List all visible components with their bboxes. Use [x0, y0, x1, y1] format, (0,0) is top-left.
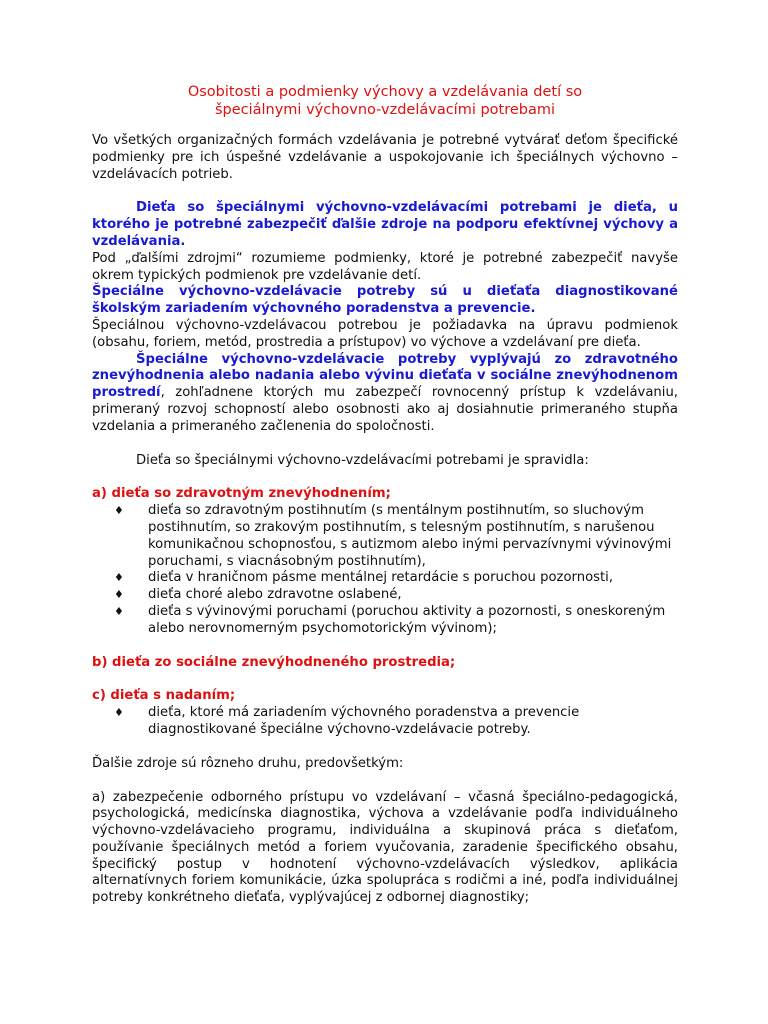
list-item: ♦ dieťa v hraničnom pásme mentálnej retardácie s poruchou pozornosti,	[114, 570, 614, 586]
resources-explanation: Pod „ďalšími zdrojmi“ rozumieme podmienky, ktoré je potrebné zabezpečiť navyše okrem typických podmienok pre vzdelávanie detí.	[92, 250, 678, 283]
list-item: ♦ dieťa s vývinovými poruchami (poruchou aktivity a pozornosti, s oneskoreným alebo nerovnomerným psychomotorickým vývinom);	[114, 603, 666, 636]
title-line-1: Osobitosti a podmienky výchovy a vzdelávania detí so	[187, 84, 583, 100]
origin-emphasis: Špeciálne výchovno-vzdelávacie potreby vyplývajú zo zdravotného znevýhodnenia alebo nadania alebo vývinu dieťaťa v sociálne znevýhodnenom prostredí	[92, 351, 678, 401]
title-line-2: špeciálnymi výchovno-vzdelávacími potrebami	[214, 101, 556, 118]
diamond-bullet-icon: ♦	[114, 504, 124, 518]
page-title	[92, 84, 678, 119]
list-item: ♦ dieťa, ktoré má zariadením výchovného poradenstva a prevencie diagnostikované špeciálne výchovno-vzdelávacie potreby.	[114, 705, 580, 737]
list-item: ♦ dieťa so zdravotným postihnutím (s mentálnym postihnutím, so sluchovým postihnutím, so zrakovým postihnutím, s telesným postihnutím, s narušenou komunikačnou schopnosťou, s autizmom alebo inými pervazívnymi vývinovými poruchami, s viacnásobným postihnutím),	[114, 503, 672, 569]
definition-emphasis: Dieťa so špeciálnymi výchovno-vzdelávacími potrebami je dieťa, u ktorého je potrebné zabezpečiť ďalšie zdroje na podporu efektívnej výchovy a vzdelávania.	[92, 200, 678, 249]
diamond-bullet-icon: ♦	[114, 571, 124, 585]
diagnosis-emphasis: Špeciálne výchovno-vzdelávacie potreby sú u dieťaťa diagnostikované školským zariadením výchovného poradenstva a prevencie.	[92, 284, 678, 317]
section-c-heading: c) dieťa s nadaním;	[92, 688, 236, 704]
diagnosis-paragraph	[92, 284, 678, 318]
section-a-heading: a) dieťa so zdravotným znevýhodnením;	[92, 486, 391, 502]
list-item: ♦ dieťa choré alebo zdravotne oslabené,	[114, 587, 402, 603]
section-a-list	[92, 503, 678, 637]
origin-rest: , zohľadnene ktorých mu zabezpečí rovnocenný prístup k vzdelávaniu, primeraný rozvoj schopností alebo osobnosti ako aj dosiahnutie primeraného stupňa vzdelania a primeraného začlenenia do spoločnosti.	[92, 385, 678, 434]
rule-intro: Dieťa so špeciálnymi výchovno-vzdelávacími potrebami je spravidla:	[136, 452, 589, 468]
section-c-list	[92, 705, 678, 739]
document-page	[92, 84, 678, 907]
diamond-bullet-icon: ♦	[114, 588, 124, 602]
need-definition: Špeciálnou výchovno-vzdelávacou potrebou je požiadavka na úpravu podmienok (obsahu, foriem, metód, prostredia a prístupov) vo výchove a vzdelávaní pre dieťa.	[92, 317, 678, 350]
definition-paragraph	[92, 200, 678, 250]
section-b-heading: b) dieťa zo sociálne znevýhodneného prostredia;	[92, 654, 456, 670]
resources-intro: Ďalšie zdroje sú rôzneho druhu, predovšetkým:	[92, 755, 404, 771]
diamond-bullet-icon: ♦	[114, 604, 124, 618]
diamond-bullet-icon: ♦	[114, 706, 124, 720]
origin-paragraph	[92, 352, 678, 436]
resource-a-paragraph: a) zabezpečenie odborného prístupu vo vzdelávaní – včasná špeciálno-pedagogická, psychologická, medicínska diagnostika, výchova a vzdelávanie podľa individuálneho výchovno-vzdelávacieho programu, individuálna a skupinová práca s dieťaťom, používanie špeciálnych metód a foriem vyučovania, zaradenie špecifického obsahu, špecifický postup v hodnotení výchovno-vzdelávacích výsledkov, aplikácia alternatívnych foriem komunikácie, úzka spolupráca s rodičmi a iné, podľa individuálnej potreby konkrétneho dieťaťa, vyplývajúcej z odbornej diagnostiky;	[92, 789, 678, 906]
intro-paragraph: Vo všetkých organizačných formách vzdelávania je potrebné vytvárať deťom špecifické podmienky pre ich úspešné vzdelávanie a uspokojovanie ich špeciálnych výchovno – vzdelávacích potrieb.	[92, 133, 678, 182]
